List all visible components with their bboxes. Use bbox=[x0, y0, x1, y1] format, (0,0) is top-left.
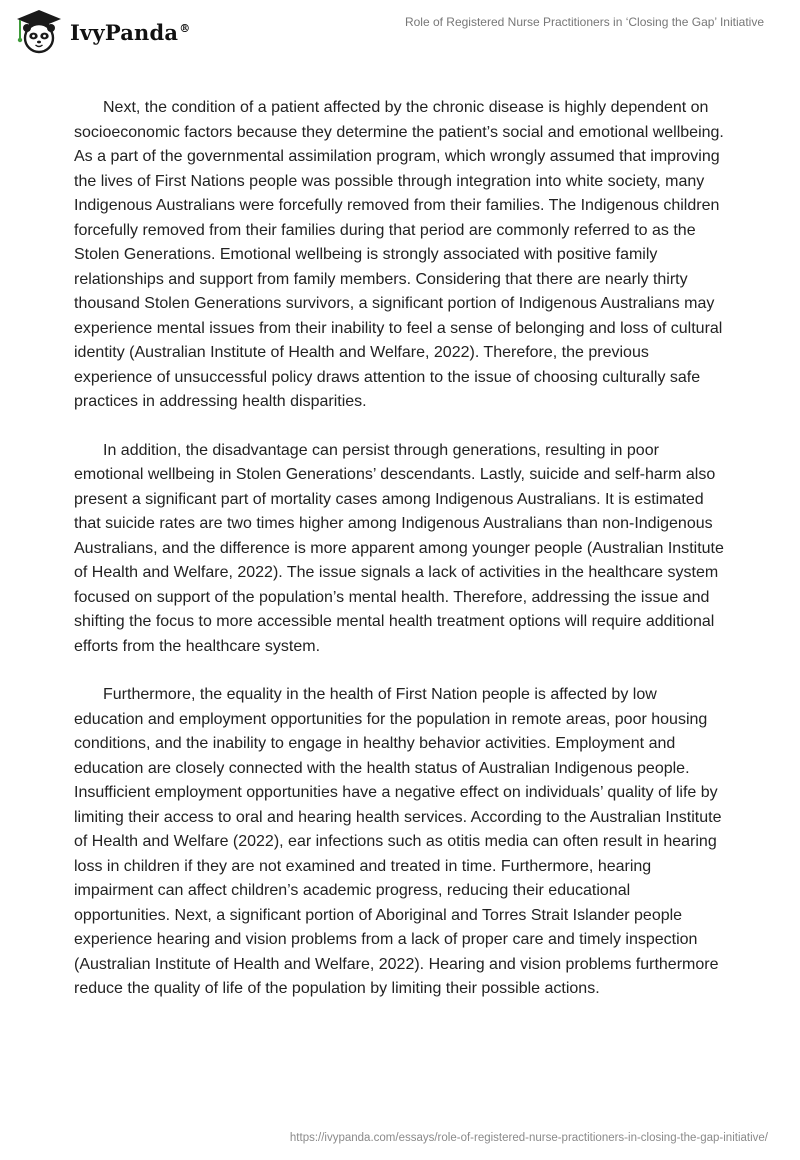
document-title: Role of Registered Nurse Practitioners in ‘Closing the Gap’ Initiative bbox=[404, 15, 764, 29]
essay-body bbox=[74, 96, 726, 1026]
brand-name: IvyPanda® bbox=[70, 19, 191, 45]
paragraph: Furthermore, the equality in the health of First Nation people is affected by low education and employment opportunities for the population in remote areas, poor housing conditions, and the inability to engage in healthy behavior activities. Employment and education are closely connected with the health status of Australian Indigenous people. Insufficient employment opportunities have a negative effect on individuals’ quality of life by limiting their access to oral and hearing health services. According to the Australian Institute of Health and Welfare (2022), ear infections such as otitis media can often result in hearing loss in children if they are not examined and treated in time. Furthermore, hearing impairment can affect children’s academic progress, reducing their educational opportunities. Next, a significant portion of Aboriginal and Torres Strait Islander people experience hearing and vision problems from a lack of proper care and timely inspection (Australian Institute of Health and Welfare, 2022). Hearing and vision problems furthermore reduce the quality of life of the population by limiting their possible actions. bbox=[74, 686, 722, 997]
ivypanda-logo[interactable] bbox=[14, 8, 190, 54]
page-header bbox=[0, 0, 800, 60]
registered-mark: ® bbox=[179, 21, 191, 35]
paragraph: In addition, the disadvantage can persist through generations, resulting in poor emotional wellbeing in Stolen Generations’ descendants. Lastly, suicide and self-harm also present a significant part of mortality cases among Indigenous Australians. It is estimated that suicide rates are two times higher among Indigenous Australians than non-Indigenous Australians, and the difference is more apparent among younger people (Australian Institute of Health and Welfare, 2022). The issue signals a lack of activities in the healthcare system focused on support of the population’s mental health. Therefore, addressing the issue and shifting the focus to more accessible mental health treatment options will require additional efforts from the healthcare system. bbox=[74, 441, 724, 655]
paragraph: Next, the condition of a patient affected by the chronic disease is highly dependent on socioeconomic factors because they determine the patient’s social and emotional wellbeing. As a part of the governmental assimilation program, which wrongly assumed that improving the lives of First Nations people was possible through integration into white society, many Indigenous Australians were forcefully removed from their families. The Indigenous children forcefully removed from their families during that period are commonly referred to as the Stolen Generations. Emotional wellbeing is strongly associated with positive family relationships and support from family members. Considering that there are nearly thirty thousand Stolen Generations survivors, a significant portion of Indigenous Australians may experience mental issues from their inability to feel a sense of belonging and loss of cultural identity (Australian Institute of Health and Welfare, 2022). Therefore, the previous experience of unsuccessful policy draws attention to the issue of choosing culturally safe practices in addressing health disparities. bbox=[74, 99, 724, 410]
panda-graduate-icon bbox=[14, 8, 64, 54]
source-url[interactable]: https://ivypanda.com/essays/role-of-registered-nurse-practitioners-in-closing-the-gap-initiative/ bbox=[289, 1132, 768, 1144]
